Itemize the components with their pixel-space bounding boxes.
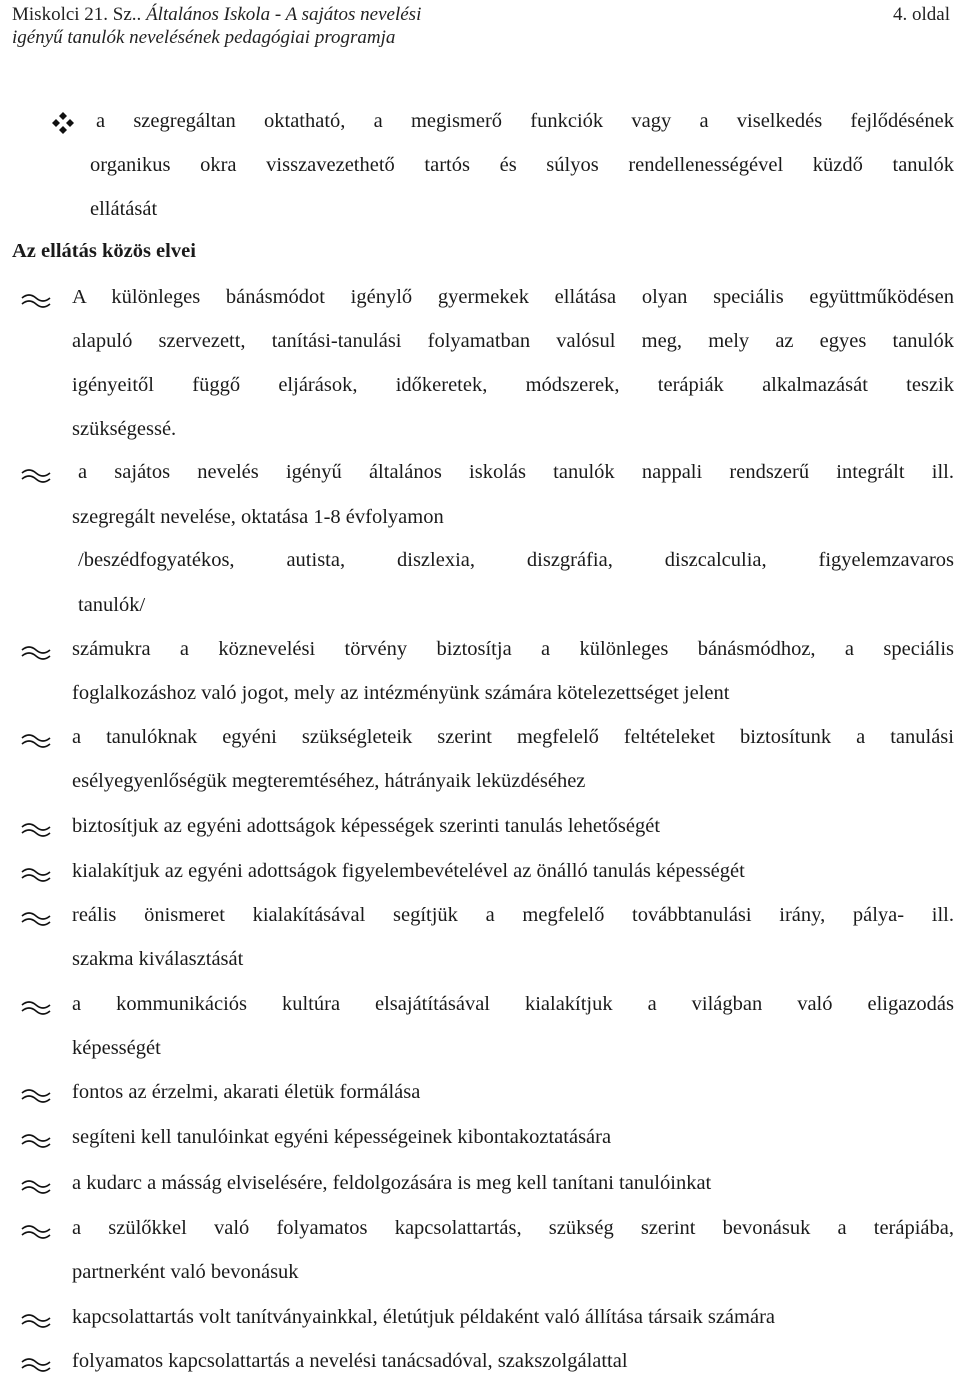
header-school-name: Miskolci 21. Sz.. — [12, 4, 142, 25]
item-9-line-1: fontos az érzelmi, akarati életük formálása — [72, 1081, 421, 1103]
item-8-line-1: a kommunikációs kultúra elsajátításával kialakítjuk a világban való eligazodás — [72, 993, 954, 1015]
double-wave-bullet-icon — [20, 1085, 54, 1105]
item-6-line-1: kialakítjuk az egyéni adottságok figyelembevételével az önálló tanulás képességét — [72, 860, 745, 882]
four-diamond-bullet-icon — [52, 112, 74, 134]
item-8-line-2: képességét — [72, 1037, 161, 1059]
double-wave-bullet-icon — [20, 1354, 54, 1374]
double-wave-bullet-icon — [20, 864, 54, 884]
item-10-line-1: segíteni kell tanulóinkat egyéni képességeinek kibontakoztatására — [72, 1126, 612, 1148]
double-wave-bullet-icon — [20, 1130, 54, 1150]
item-1-line-4: szükségessé. — [72, 418, 177, 440]
item-7-line-2: szakma kiválasztását — [72, 948, 244, 970]
item-3-line-2: foglalkozáshoz való jogot, mely az intézményünk számára kötelezettséget jelent — [72, 682, 730, 704]
item-4-line-2: esélyegyenlőségük megteremtéséhez, hátrányaik leküzdéséhez — [72, 770, 586, 792]
intro-line-2: organikus okra visszavezethető tartós és súlyos rendellenességével küzdő tanulók — [90, 154, 954, 176]
page-number: 4. oldal — [893, 4, 950, 25]
double-wave-bullet-icon — [20, 908, 54, 928]
header-title-line-2 — [12, 27, 395, 49]
intro-line-1: a szegregáltan oktatható, a megismerő funkciók vagy a viselkedés fejlődésének — [96, 110, 954, 132]
header-program-title: Általános Iskola - A sajátos nevelési — [146, 4, 422, 25]
double-wave-bullet-icon — [20, 465, 54, 485]
item-2-line-1: a sajátos nevelés igényű általános iskolás tanulók nappali rendszerű integrált ill. — [78, 461, 954, 483]
item-2-line-2: szegregált nevelése, oktatása 1-8 évfolyamon — [72, 506, 444, 528]
item-1-line-1: A különleges bánásmódot igénylő gyermekek ellátása olyan speciális együttműködésen — [72, 286, 954, 308]
item-2-line-3: /beszédfogyatékos, autista, diszlexia, diszgráfia, diszcalculia, figyelemzavaros — [78, 549, 954, 571]
double-wave-bullet-icon — [20, 1221, 54, 1241]
double-wave-bullet-icon — [20, 819, 54, 839]
item-4-line-1: a tanulóknak egyéni szükségleteik szerint megfelelő feltételeket biztosítunk a tanulási — [72, 726, 954, 748]
item-14-line-1: folyamatos kapcsolattartás a nevelési tanácsadóval, szakszolgálattal — [72, 1350, 628, 1372]
item-11-line-1: a kudarc a másság elviselésére, feldolgozására is meg kell tanítani tanulóinkat — [72, 1172, 712, 1194]
item-3-line-1: számukra a köznevelési törvény biztosítja a különleges bánásmódhoz, a speciális — [72, 638, 954, 660]
item-2-line-4: tanulók/ — [78, 594, 146, 616]
double-wave-bullet-icon — [20, 730, 54, 750]
header-program-subtitle: igényű tanulók nevelésének pedagógiai programja — [12, 27, 396, 48]
item-1-line-3: igényeitől függő eljárások, időkeretek, módszerek, terápiák alkalmazását teszik — [72, 374, 954, 396]
item-12-line-1: a szülőkkel való folyamatos kapcsolattartás, szükség szerint bevonásuk a terápiába, — [72, 1217, 954, 1239]
intro-line-3: ellátását — [90, 198, 158, 220]
item-13-line-1: kapcsolattartás volt tanítványainkkal, életútjuk példaként való állítása társaik számára — [72, 1306, 776, 1328]
item-12-line-2: partnerként való bevonásuk — [72, 1261, 299, 1283]
double-wave-bullet-icon — [20, 997, 54, 1017]
double-wave-bullet-icon — [20, 290, 54, 310]
section-heading: Az ellátás közös elvei — [12, 240, 196, 262]
header-title-line-1 — [12, 4, 421, 26]
item-5-line-1: biztosítjuk az egyéni adottságok képességek szerinti tanulás lehetőségét — [72, 815, 661, 837]
double-wave-bullet-icon — [20, 1310, 54, 1330]
double-wave-bullet-icon — [20, 1176, 54, 1196]
item-1-line-2: alapuló szervezett, tanítási-tanulási folyamatban valósul meg, mely az egyes tanulók — [72, 330, 954, 352]
item-7-line-1: reális önismeret kialakításával segítjük a megfelelő továbbtanulási irány, pálya- ill. — [72, 904, 954, 926]
double-wave-bullet-icon — [20, 642, 54, 662]
